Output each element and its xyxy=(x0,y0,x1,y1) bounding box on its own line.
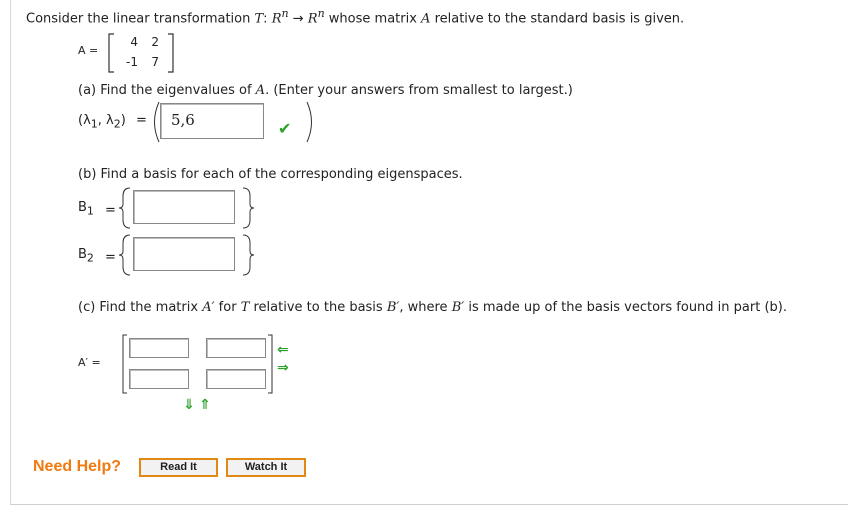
part-c-prompt-T: T xyxy=(240,300,250,315)
part-c-prompt-mid1: for xyxy=(218,300,237,315)
b1-sub: 1 xyxy=(86,204,94,218)
part-b-prompt: (b) Find a basis for each of the corresponding eigenspaces. xyxy=(78,167,463,182)
part-c-prompt xyxy=(78,300,787,315)
b2-brace-right xyxy=(240,233,256,277)
question-intro: Consider the linear transformation T: $R^n \to R^n$ whose matrix A relative to the standard basis is given. xyxy=(26,7,685,27)
part-c-prompt-mid2: relative to the basis xyxy=(253,300,383,315)
matrix-a-left-bracket xyxy=(109,34,114,72)
lambda-label xyxy=(78,113,126,131)
part-a-prompt-post: . (Enter your answers from smallest to largest.) xyxy=(265,83,573,98)
arrow-down-icon[interactable]: ⇓ xyxy=(183,397,195,413)
intro-R2: R xyxy=(307,11,318,27)
arrow-right-icon[interactable]: ⇒ xyxy=(277,360,289,376)
part-c-prompt-A: A′ xyxy=(202,300,215,315)
matrix-a-label: A = xyxy=(78,44,99,57)
read-it-button[interactable]: Read It xyxy=(139,458,218,477)
a-prime-cell-11[interactable] xyxy=(206,369,266,389)
part-c-prompt-B: B′ xyxy=(386,300,400,315)
a-prime-cell-00[interactable] xyxy=(129,338,189,358)
part-c-prompt-mid3: , where xyxy=(399,300,448,315)
b2-brace-left xyxy=(117,233,133,277)
part-c-prompt-pre: (c) Find the matrix xyxy=(78,300,199,315)
a-prime-right-bracket xyxy=(268,335,272,393)
intro-A: A xyxy=(421,11,431,27)
b1-brace-right xyxy=(240,186,256,230)
matrix-a-right-bracket xyxy=(168,34,173,72)
watch-it-button[interactable]: Watch It xyxy=(226,458,306,477)
b1-label xyxy=(78,200,94,218)
part-a-prompt-A: A xyxy=(255,83,266,98)
intro-arrow: → xyxy=(292,11,304,27)
intro-mid: whose matrix xyxy=(328,11,417,27)
a-prime-cell-01[interactable] xyxy=(206,338,266,358)
lambda-open: (λ xyxy=(78,113,91,128)
b2-equals: = xyxy=(105,250,116,265)
paren-right xyxy=(304,100,318,144)
matrix-a-cell-01: 2 xyxy=(151,35,159,49)
intro-exp2: n xyxy=(317,7,325,20)
lambda-mid: , λ xyxy=(97,113,114,128)
matrix-a-cell-10: -1 xyxy=(126,55,138,69)
a-prime-left-bracket xyxy=(123,335,127,393)
b2-input[interactable] xyxy=(133,237,235,271)
need-help-label: Need Help? xyxy=(33,458,122,475)
b1-brace-left xyxy=(117,186,133,230)
b2-sub: 2 xyxy=(86,251,94,265)
part-a-prompt xyxy=(78,83,573,98)
a-prime-cell-10[interactable] xyxy=(129,369,189,389)
eigenvalues-value: 5,6 xyxy=(171,111,195,129)
lambda-close: ) xyxy=(120,113,126,128)
part-a-prompt-pre: (a) Find the eigenvalues of xyxy=(78,83,252,98)
lambda-equals: = xyxy=(136,113,147,128)
intro-T: T xyxy=(254,11,264,27)
b1-input[interactable] xyxy=(133,190,235,224)
check-icon: ✔ xyxy=(278,119,292,138)
lambda-sub2: 2 xyxy=(113,117,121,131)
matrix-a-cell-11: 7 xyxy=(151,55,159,69)
intro-suffix: relative to the standard basis is given. xyxy=(434,11,685,27)
lambda-sub1: 1 xyxy=(90,117,98,131)
intro-text: Consider the linear transformation xyxy=(26,11,251,27)
part-c-prompt-post: is made up of the basis vectors found in part (b). xyxy=(468,300,787,315)
part-c-prompt-B2: B′ xyxy=(451,300,465,315)
intro-R1: R xyxy=(271,11,282,27)
b2-label xyxy=(78,247,94,265)
a-prime-label: A′ = xyxy=(78,356,101,369)
arrow-left-icon[interactable]: ⇐ xyxy=(277,342,289,358)
b1-letter: B xyxy=(78,200,87,215)
matrix-a-cell-00: 4 xyxy=(130,35,138,49)
b2-letter: B xyxy=(78,247,87,262)
b1-equals: = xyxy=(105,203,116,218)
eigenvalues-input[interactable] xyxy=(160,103,264,139)
arrow-up-icon[interactable]: ⇑ xyxy=(199,397,211,413)
intro-exp1: n xyxy=(281,7,289,20)
